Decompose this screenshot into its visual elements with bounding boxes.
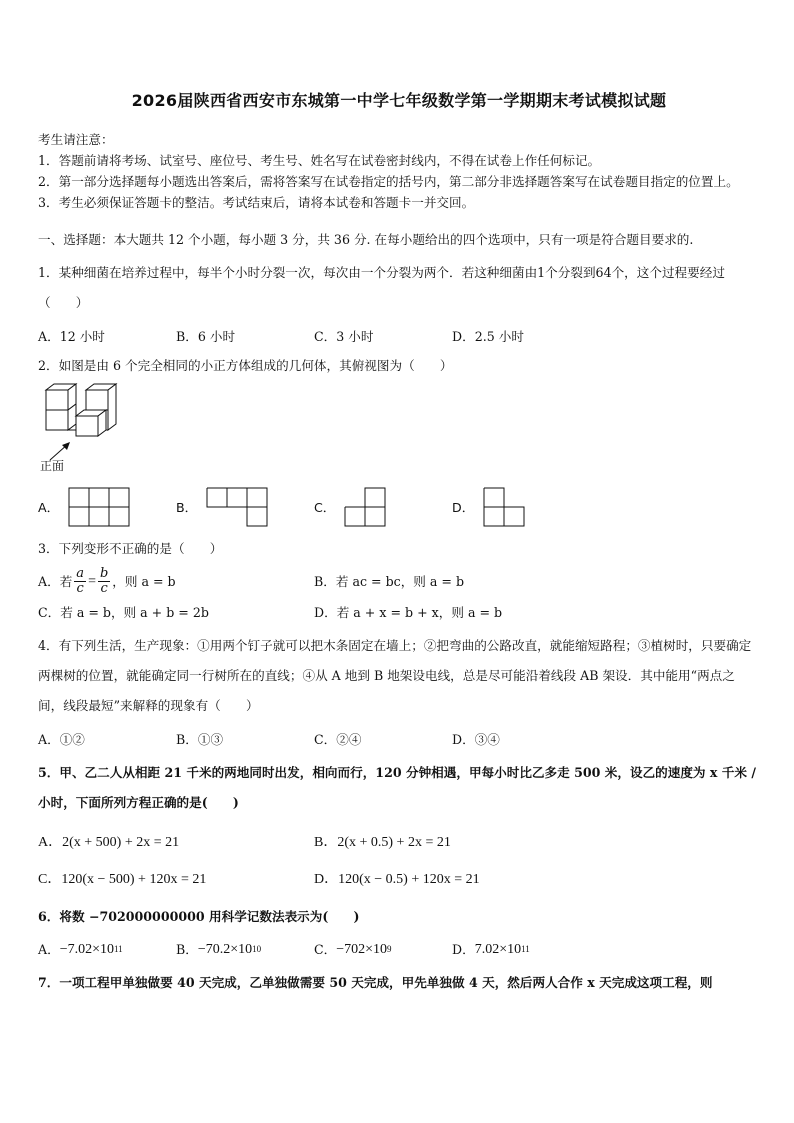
option-a[interactable] <box>38 939 176 960</box>
options-row <box>38 939 760 960</box>
question-5 <box>38 758 760 906</box>
option-label: D． <box>452 942 475 957</box>
option-label: A． <box>38 942 60 957</box>
option-c[interactable] <box>314 939 452 960</box>
option-d[interactable]: D．120(x − 0.5) + 120x = 21 <box>314 872 480 887</box>
section-heading: 一、选择题：本大题共 12 个小题，每小题 3 分，共 36 分. 在每小题给出的四个选项中，只有一项是符合题目要求的. <box>38 232 694 247</box>
option-d[interactable]: D．③④ <box>452 732 500 747</box>
question-stem: 2．如图是由 6 个完全相同的小正方体组成的几何体，其俯视图为（ ） <box>38 358 453 373</box>
fraction <box>74 567 86 596</box>
options-row <box>38 567 760 596</box>
option-label: C． <box>314 499 336 515</box>
solid-figure <box>38 382 158 474</box>
question-6 <box>38 906 760 960</box>
option-d[interactable] <box>314 602 590 623</box>
question-stem: 6．将数 −702000000000 用科学记数法表示为( ) <box>38 909 360 924</box>
option-text: 若 ac = bc，则 a = b <box>335 574 465 589</box>
question-stem: 4．有下列生活，生产现象：①用两个钉子就可以把木条固定在墙上；②把弯曲的公路改直，就能缩短路程；③植树时，只要确定两棵树的位置，就能确定同一行树所在的直线；④从 A 地到 B 地架设电线，总是尽可能沿着线段 AB 架设．其中能用“两点之间，线段最短”来解释的现象有（ ） <box>38 638 752 713</box>
option-label: C． <box>38 605 61 620</box>
option-value: 7.02×10 <box>474 942 522 957</box>
option-c[interactable]: C．120(x − 500) + 120x = 21 <box>38 872 207 887</box>
exponent: 9 <box>387 944 392 954</box>
option-value: −70.2×10 <box>197 942 253 957</box>
option-text: 若 <box>59 574 73 589</box>
option-value: −702×10 <box>336 942 388 957</box>
exponent: 10 <box>252 944 262 954</box>
equals-sign: = <box>88 574 96 589</box>
exponent: 11 <box>521 944 530 954</box>
option-a[interactable] <box>38 567 314 596</box>
view-b-figure <box>205 486 269 528</box>
question-2 <box>38 355 760 528</box>
options-row <box>38 602 760 623</box>
option-b[interactable]: B．①③ <box>176 732 224 747</box>
option-label: B． <box>176 942 198 957</box>
option-c[interactable]: C．②④ <box>314 732 362 747</box>
view-a-figure <box>67 486 131 528</box>
option-b[interactable] <box>176 939 314 960</box>
exam-title: 2026届陕西省西安市东城第一中学七年级数学第一学期期末考试模拟试题 <box>131 91 667 110</box>
option-text: 若 a = b，则 a + b = 2b <box>60 605 209 620</box>
option-d[interactable] <box>452 939 590 960</box>
question-3 <box>38 538 760 623</box>
option-a[interactable]: A．12 小时 <box>38 329 105 344</box>
option-label: D． <box>452 499 475 515</box>
option-c[interactable] <box>38 602 314 623</box>
option-label: B． <box>176 499 198 515</box>
numerator: b <box>99 566 109 581</box>
option-label: A． <box>38 574 60 589</box>
notice-item: 3．考生必须保证答题卡的整洁。考试结束后，请将本试卷和答题卡一并交回。 <box>38 195 475 210</box>
view-c-figure <box>343 486 407 528</box>
option-text: ，则 a = b <box>112 574 176 589</box>
notice-heading: 考生请注意： <box>38 132 114 147</box>
option-text: 若 a + x = b + x，则 a = b <box>336 605 503 620</box>
options-row <box>38 729 760 750</box>
option-b[interactable] <box>176 486 314 528</box>
option-c[interactable]: C．3 小时 <box>314 329 374 344</box>
option-b[interactable] <box>314 567 590 596</box>
option-value: −7.02×10 <box>59 942 114 957</box>
option-label: D． <box>314 605 337 620</box>
numerator: a <box>76 566 85 581</box>
question-1 <box>38 258 760 347</box>
exponent: 11 <box>114 944 123 954</box>
option-label: C． <box>314 942 337 957</box>
notice-block <box>38 129 760 213</box>
denominator: c <box>76 581 84 596</box>
denominator: c <box>100 581 108 596</box>
options-row <box>38 486 760 528</box>
option-a[interactable]: A．①② <box>38 732 85 747</box>
options-grid <box>38 832 760 906</box>
options-row <box>38 326 760 347</box>
option-label: A． <box>38 499 60 515</box>
notice-item: 2．第一部分选择题每小题选出答案后，需将答案写在试卷指定的括号内，第二部分非选择题答案写在试卷题目指定的位置上。 <box>38 174 739 189</box>
question-7 <box>38 972 760 993</box>
fraction <box>98 567 110 596</box>
question-4 <box>38 631 760 750</box>
front-label: 正面 <box>40 459 65 473</box>
option-d[interactable] <box>452 486 590 528</box>
exam-page <box>38 88 760 993</box>
option-c[interactable] <box>314 486 452 528</box>
view-d-figure <box>482 486 546 528</box>
question-stem: 5．甲、乙二人从相距 21 千米的两地同时出发，相向而行，120 分钟相遇，甲每小时比乙多走 500 米，设乙的速度为 x 千米 / 小时，下面所列方程正确的是( ) <box>38 765 756 810</box>
option-b[interactable]: B．6 小时 <box>176 329 236 344</box>
option-a[interactable]: A．2(x + 500) + 2x = 21 <box>38 835 180 850</box>
option-label: B． <box>314 574 336 589</box>
question-stem: 3．下列变形不正确的是（ ） <box>38 541 223 556</box>
option-b[interactable]: B．2(x + 0.5) + 2x = 21 <box>314 835 451 850</box>
option-a[interactable] <box>38 486 176 528</box>
notice-item: 1．答题前请将考场、试室号、座位号、考生号、姓名写在试卷密封线内，不得在试卷上作任何标记。 <box>38 153 601 168</box>
option-d[interactable]: D．2.5 小时 <box>452 329 524 344</box>
question-stem: 1．某种细菌在培养过程中，每半个小时分裂一次，每次由一个分裂为两个．若这种细菌由1个分裂到64个，这个过程要经过（ ） <box>38 265 725 310</box>
question-stem: 7．一项工程甲单独做要 40 天完成，乙单独做需要 50 天完成，甲先单独做 4 天，然后两人合作 x 天完成这项工程，则 <box>38 975 713 990</box>
